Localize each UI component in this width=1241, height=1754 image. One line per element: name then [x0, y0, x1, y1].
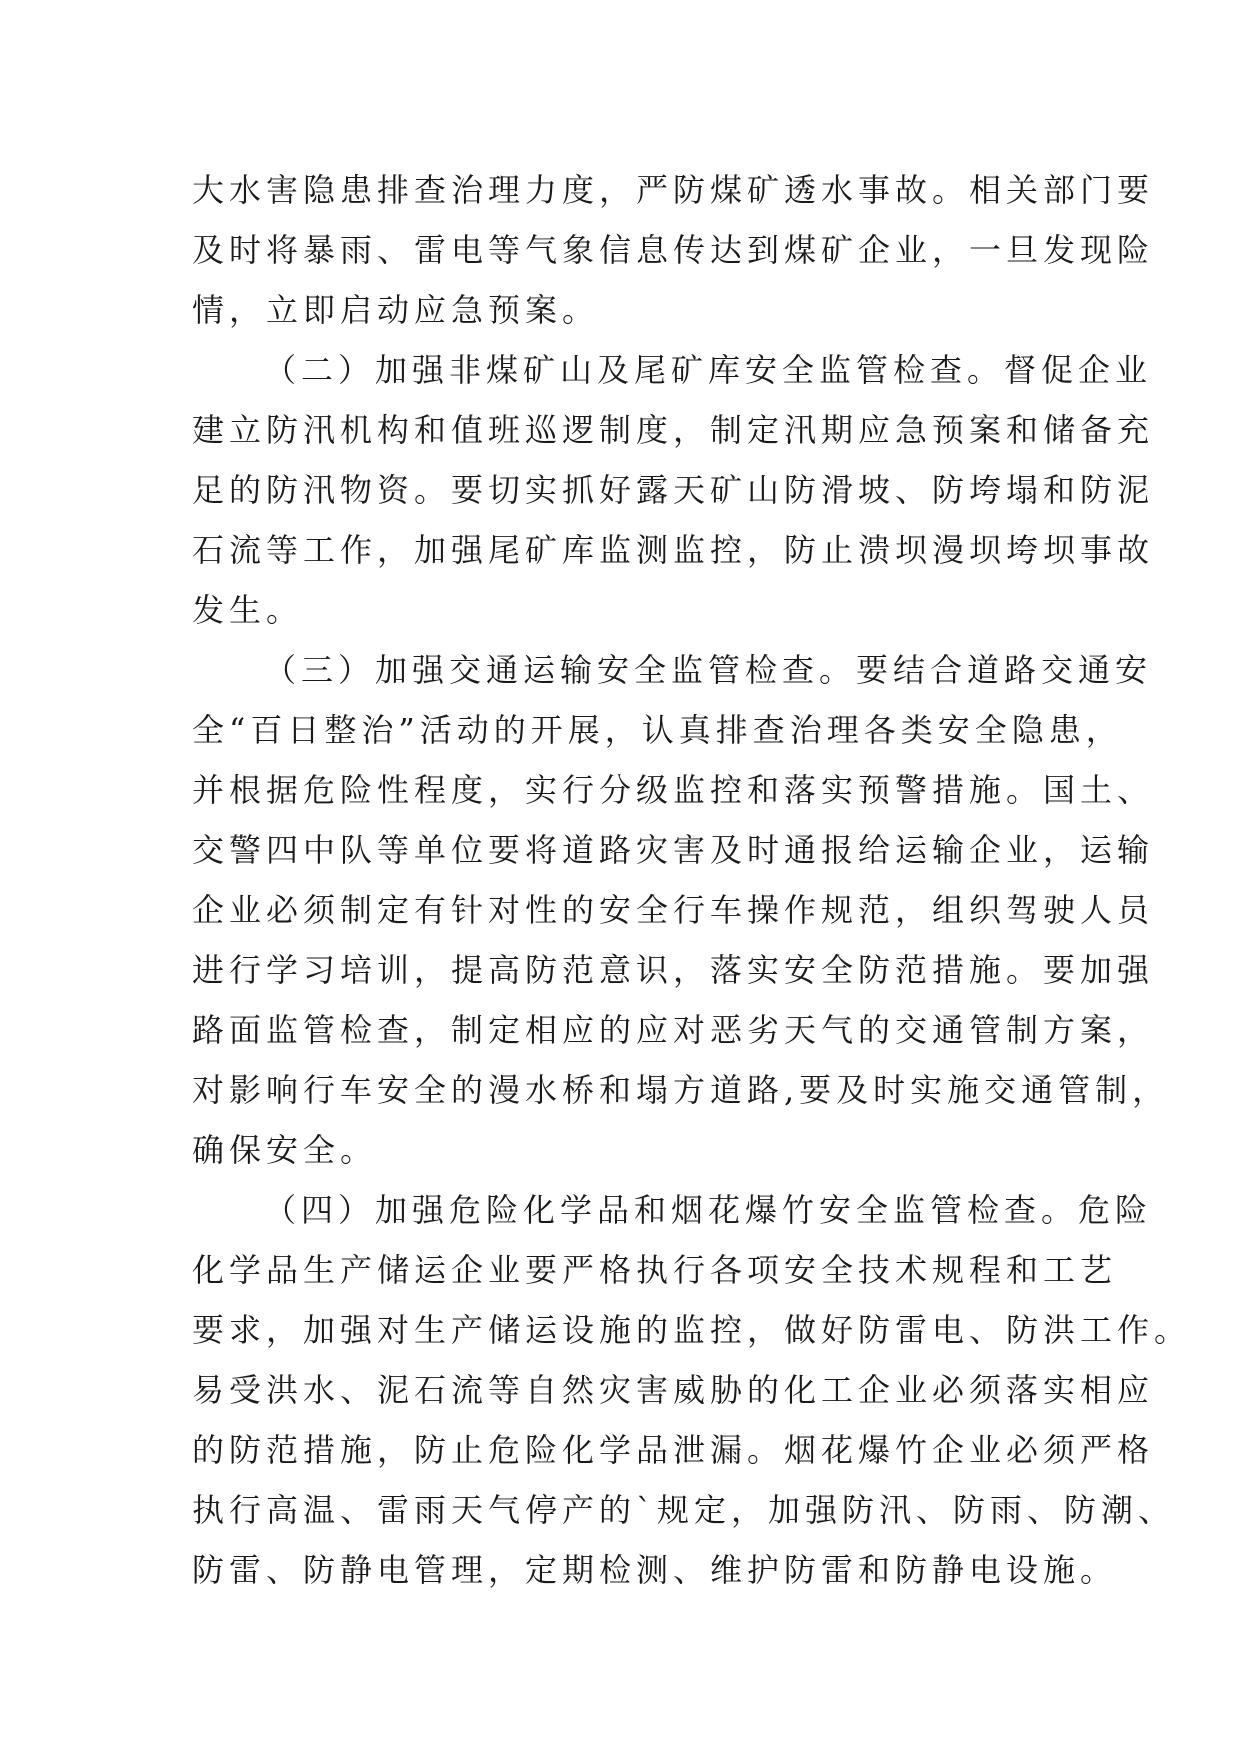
text-line: 大水害隐患排查治理力度，严防煤矿透水事故。相关部门要 — [192, 171, 1155, 209]
text-line: 路面监管检查，制定相应的应对恶劣天气的交通管制方案， — [192, 1011, 1155, 1049]
text-line: 易受洪水、泥石流等自然灾害威胁的化工企业必须落实相应 — [192, 1371, 1155, 1409]
section-heading-line: （三）加强交通运输安全监管检查。要结合道路交通安 — [264, 651, 1153, 689]
text-line: 的防范措施，防止危险化学品泄漏。烟花爆竹企业必须严格 — [192, 1431, 1155, 1469]
text-line: 企业必须制定有针对性的安全行车操作规范，组织驾驶人员 — [192, 891, 1155, 929]
text-line: 及时将暴雨、雷电等气象信息传达到煤矿企业，一旦发现险 — [192, 231, 1155, 269]
text-line: 防雷、防静电管理，定期检测、维护防雷和防静电设施。 — [192, 1551, 1118, 1589]
text-line: 石流等工作，加强尾矿库监测监控，防止溃坝漫坝垮坝事故 — [192, 531, 1155, 569]
text-line: 全“百日整治”活动的开展，认真排查治理各类安全隐患， — [192, 711, 1123, 749]
text-line: 交警四中队等单位要将道路灾害及时通报给运输企业，运输 — [192, 831, 1155, 869]
document-body — [192, 160, 1192, 1600]
text-line: 要求，加强对生产储运设施的监控，做好防雷电、防洪工作。 — [192, 1311, 1192, 1349]
section-heading-line: （二）加强非煤矿山及尾矿库安全监管检查。督促企业 — [264, 351, 1153, 389]
text-line: 确保安全。 — [192, 1131, 378, 1169]
text-line: 执行高温、雷雨天气停产的`规定，加强防汛、防雨、防潮、 — [192, 1491, 1176, 1529]
text-line: 化学品生产储运企业要严格执行各项安全技术规程和工艺 — [192, 1251, 1118, 1289]
text-line: 进行学习培训，提高防范意识，落实安全防范措施。要加强 — [192, 951, 1155, 989]
text-line: 并根据危险性程度，实行分级监控和落实预警措施。国土、 — [192, 771, 1155, 809]
text-line: 情，立即启动应急预案。 — [192, 291, 600, 329]
text-line: 对影响行车安全的漫水桥和塌方道路,要及时实施交通管制， — [192, 1071, 1170, 1109]
section-heading-line: （四）加强危险化学品和烟花爆竹安全监管检查。危险 — [264, 1191, 1153, 1229]
text-line: 建立防汛机构和值班巡逻制度，制定汛期应急预案和储备充 — [192, 411, 1155, 449]
text-line: 足的防汛物资。要切实抓好露天矿山防滑坡、防垮塌和防泥 — [192, 471, 1155, 509]
text-line: 发生。 — [192, 591, 304, 629]
